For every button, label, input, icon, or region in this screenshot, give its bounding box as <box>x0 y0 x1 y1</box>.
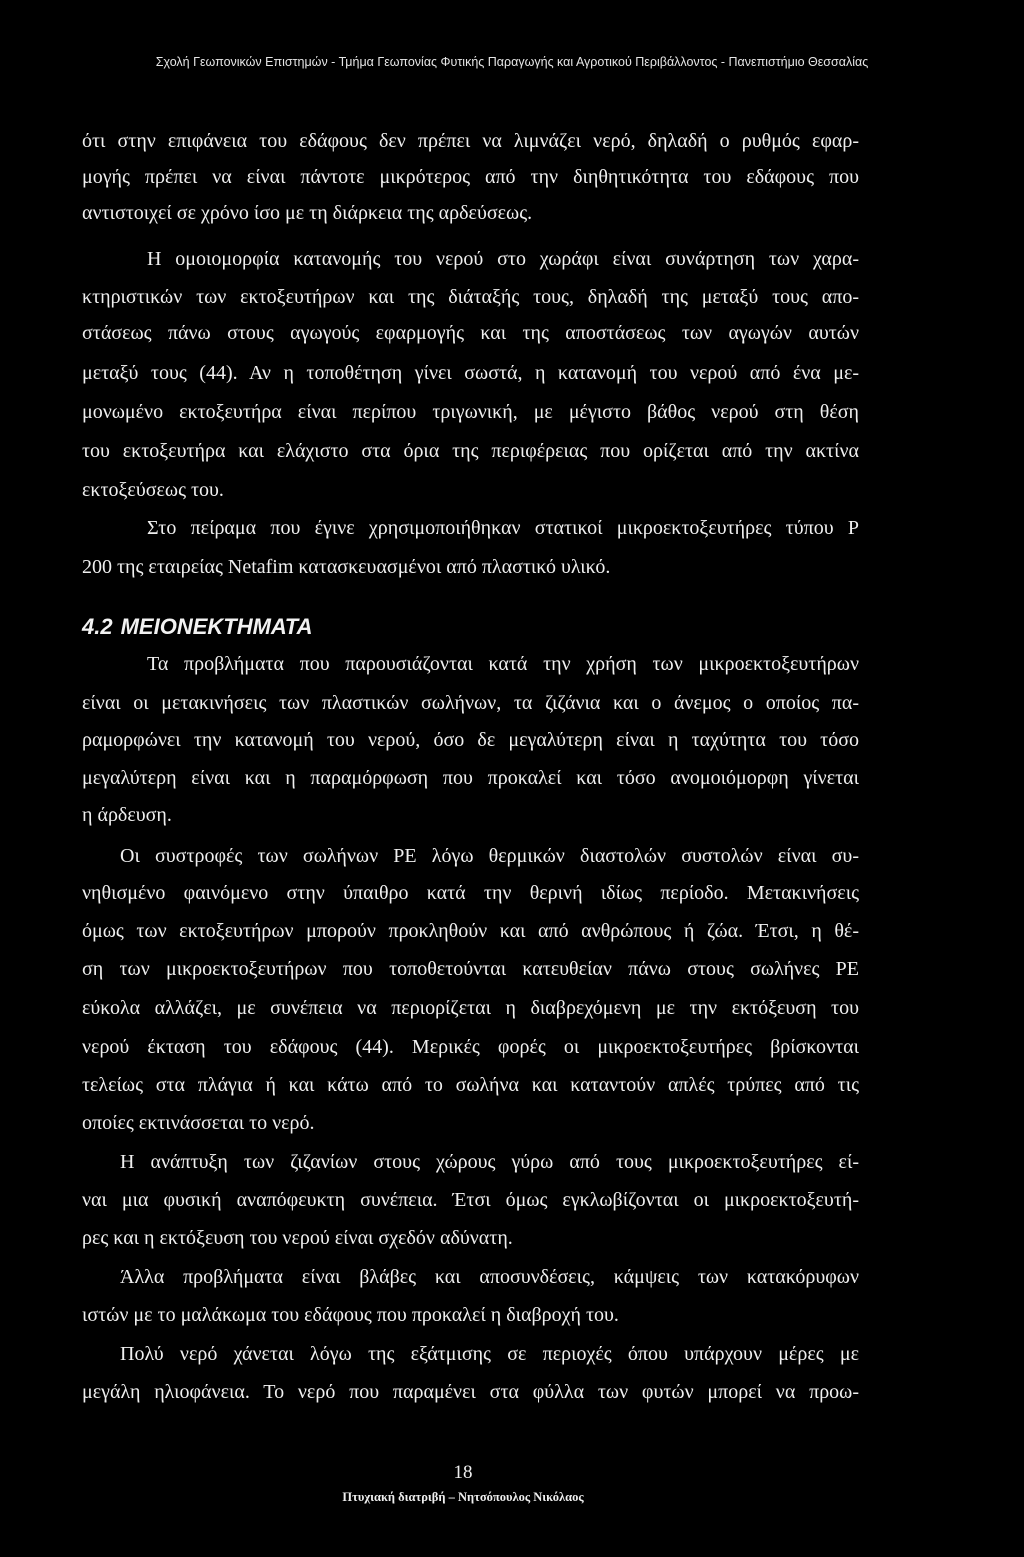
body-line: νηθισμένο φαινόμενο στην ύπαιθρο κατά την θερινή ιδίως περίοδο. Μετακινήσεις <box>82 882 859 904</box>
body-line: είναι οι μετακινήσεις των πλαστικών σωλήνων, τα ζιζάνια και ο άνεμος ο οποίος πα- <box>82 692 859 714</box>
body-line: Η ανάπτυξη των ζιζανίων στους χώρους γύρω από τους μικροεκτοξευτήρες εί- <box>120 1151 859 1173</box>
body-line: Πολύ νερό χάνεται λόγω της εξάτμισης σε περιοχές όπου υπάρχουν μέρες με <box>120 1343 859 1365</box>
body-line: Οι συστροφές των σωλήνων PE λόγω θερμικών διαστολών συστολών είναι συ- <box>120 845 859 867</box>
body-line: μονωμένο εκτοξευτήρα είναι περίπου τριγωνική, με μέγιστο βάθος νερού στη θέση <box>82 401 859 423</box>
body-line: τελείως στα πλάγια ή και κάτω από το σωλήνα και καταντούν απλές τρύπες από τις <box>82 1074 859 1096</box>
body-line: ρες και η εκτόξευση του νερού είναι σχεδόν αδύνατη. <box>82 1227 513 1249</box>
body-line: η άρδευση. <box>82 804 172 826</box>
body-line: μογής πρέπει να είναι πάντοτε μικρότερος από την διηθητικότητα του εδάφους που <box>82 166 859 188</box>
body-line: Στο πείραμα που έγινε χρησιμοποιήθηκαν στατικοί μικροεκτοξευτήρες τύπου P <box>147 517 859 539</box>
body-line: ότι στην επιφάνεια του εδάφους δεν πρέπει να λιμνάζει νερό, δηλαδή ο ρυθμός εφαρ- <box>82 130 859 152</box>
body-line: στάσεως πάνω στους αγωγούς εφαρμογής και της αποστάσεως των αγωγών αυτών <box>82 322 859 344</box>
body-line: οποίες εκτινάσσεται το νερό. <box>82 1112 315 1134</box>
body-line: νερού έκταση του εδάφους (44). Μερικές φορές οι μικροεκτοξευτήρες βρίσκονται <box>82 1036 859 1058</box>
body-line: μεγάλη ηλιοφάνεια. Το νερό που παραμένει στα φύλλα των φυτών μπορεί να προω- <box>82 1381 859 1403</box>
body-line: ση των μικροεκτοξευτήρων που τοποθετούνται κατευθείαν πάνω στους σωλήνες PE <box>82 958 859 980</box>
section-number: 4.2 <box>82 614 113 639</box>
body-line: ραμορφώνει την κατανομή του νερού, όσο δε μεγαλύτερη είναι η ταχύτητα του τόσο <box>82 729 859 751</box>
body-line: Άλλα προβλήματα είναι βλάβες και αποσυνδέσεις, κάμψεις των κατακόρυφων <box>120 1266 859 1288</box>
body-line: Η ομοιομορφία κατανομής του νερού στο χωράφι είναι συνάρτηση των χαρα- <box>147 248 859 270</box>
body-line: μεγαλύτερη είναι και η παραμόρφωση που προκαλεί και τόσο ανομοιόμορφη γίνεται <box>82 767 859 789</box>
body-line: Τα προβλήματα που παρουσιάζονται κατά την χρήση των μικροεκτοξευτήρων <box>147 653 859 675</box>
section-heading <box>82 612 312 642</box>
body-line: εύκολα αλλάζει, με συνέπεια να περιορίζεται η διαβρεχόμενη με την εκτόξευση του <box>82 997 859 1019</box>
body-line: όμως των εκτοξευτήρων μπορούν προκληθούν και από ανθρώπους ή ζώα. Έτσι, η θέ- <box>82 920 859 942</box>
footer-author-line: Πτυχιακή διατριβή – Νητσόπουλος Νικόλαος <box>342 1490 584 1504</box>
body-line: μεταξύ τους (44). Αν η τοποθέτηση γίνει σωστά, η κατανομή του νερού από ένα με- <box>82 362 859 384</box>
body-line: ιστών με το μαλάκωμα του εδάφους που προκαλεί η διαβροχή του. <box>82 1304 619 1326</box>
body-line: ναι μια φυσική αναπόφευκτη συνέπεια. Έτσι όμως εγκλωβίζονται οι μικροεκτοξευτή- <box>82 1189 859 1211</box>
body-line: 200 της εταιρείας Netafim κατασκευασμένοι από πλαστικό υλικό. <box>82 556 611 578</box>
page-number: 18 <box>453 1462 473 1483</box>
body-line: εκτοξεύσεως του. <box>82 479 224 501</box>
running-header: Σχολή Γεωπονικών Επιστημών - Τμήμα Γεωπονίας Φυτικής Παραγωγής και Αγροτικού Περιβάλλοντος - Πανεπιστήμιο Θεσσαλίας <box>155 55 869 69</box>
section-title: ΜΕΙΟΝΕΚΤΗΜΑΤΑ <box>120 614 313 639</box>
body-line: κτηριστικών των εκτοξευτήρων και της διάταξής τους, δηλαδή της μεταξύ τους απο- <box>82 286 859 308</box>
body-line: του εκτοξευτήρα και ελάχιστο στα όρια της περιφέρειας που ορίζεται από την ακτίνα <box>82 440 859 462</box>
body-line: αντιστοιχεί σε χρόνο ίσο με τη διάρκεια της αρδεύσεως. <box>82 202 533 224</box>
